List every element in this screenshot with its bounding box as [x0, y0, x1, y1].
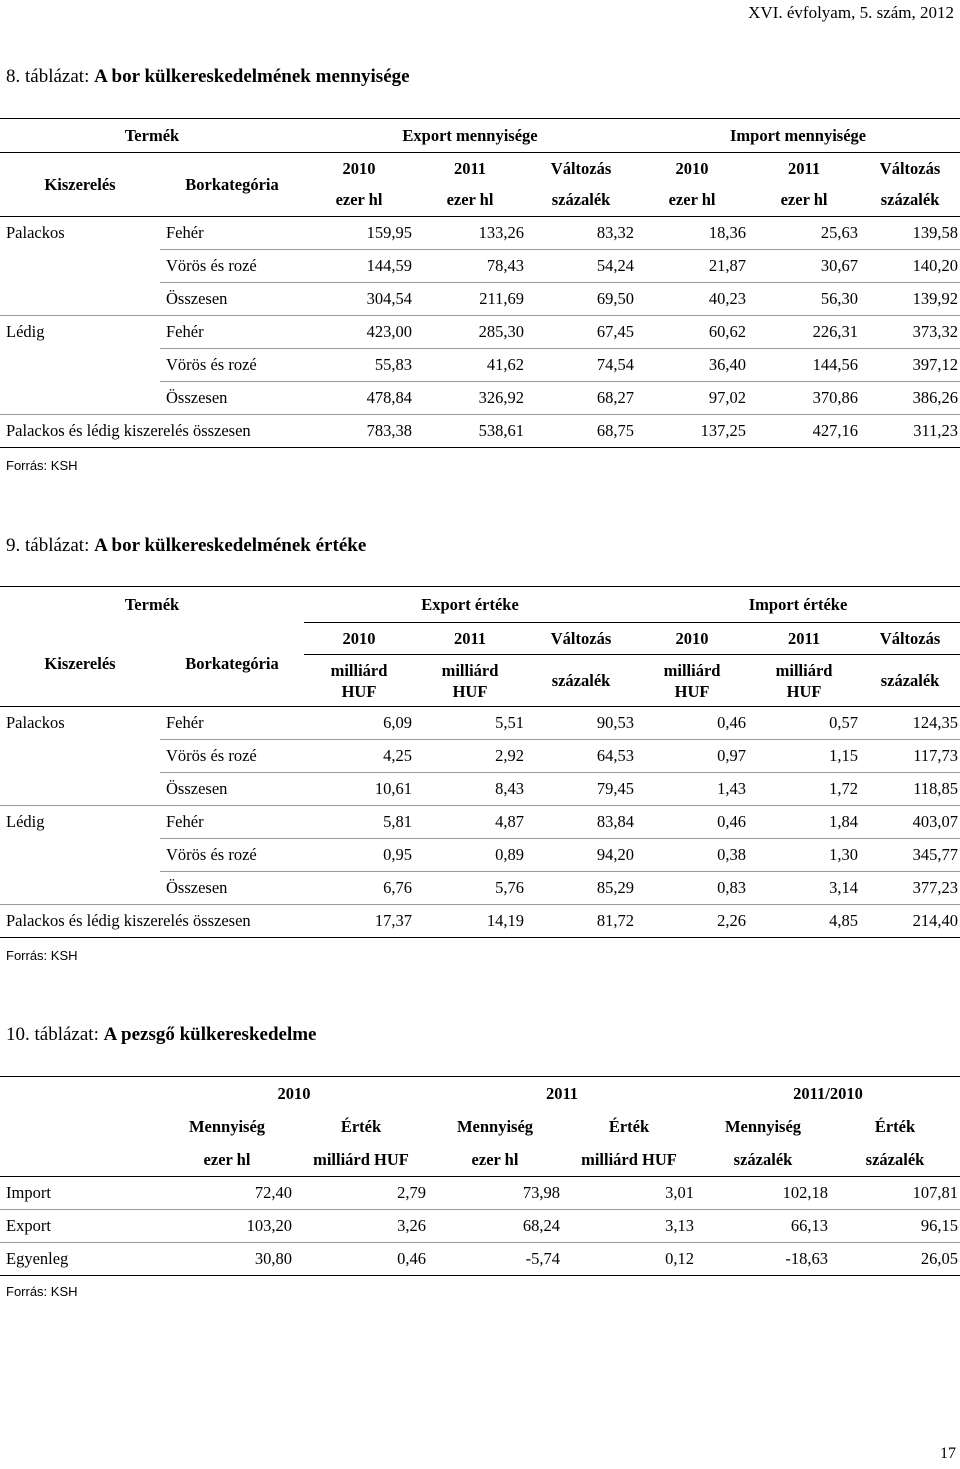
table10-corner	[0, 1077, 160, 1111]
table8-year: 2010	[636, 153, 748, 185]
table8-total-cell: 538,61	[414, 415, 526, 448]
table9-year: 2011	[748, 623, 860, 655]
value-cell: 30,67	[748, 250, 860, 283]
table8-unit: ezer hl	[414, 185, 526, 217]
borkategoria-cell: Összesen	[160, 872, 304, 905]
table8-total-row	[0, 415, 960, 448]
borkategoria-cell: Összesen	[160, 773, 304, 806]
table10-unit-empty	[0, 1144, 160, 1177]
table10-measure-empty	[0, 1111, 160, 1144]
table-row	[0, 217, 960, 250]
value-cell: 0,83	[636, 872, 748, 905]
kiszereles-cell	[0, 872, 160, 905]
value-cell: 285,30	[414, 316, 526, 349]
value-cell: 304,54	[304, 283, 414, 316]
table-row	[0, 872, 960, 905]
kiszereles-cell	[0, 250, 160, 283]
table9-caption	[6, 535, 366, 557]
value-cell: 326,92	[414, 382, 526, 415]
value-cell: 21,87	[636, 250, 748, 283]
table9-year: 2010	[636, 623, 748, 655]
table9-caption-title: A bor külkereskedelmének értéke	[94, 535, 367, 556]
table-row	[0, 707, 960, 740]
value-cell: 1,84	[748, 806, 860, 839]
table9-unit: százalék	[526, 655, 636, 707]
table10-measure: Mennyiség	[724, 1117, 802, 1136]
page-number: 17	[940, 1445, 956, 1462]
table8	[0, 118, 960, 448]
borkategoria-cell: Összesen	[160, 382, 304, 415]
value-cell: 144,59	[304, 250, 414, 283]
value-cell: 117,73	[860, 740, 960, 773]
value-cell: 0,38	[636, 839, 748, 872]
table9-year: Változás	[526, 623, 636, 655]
value-cell: 55,83	[304, 349, 414, 382]
table10-unit: milliárd HUF	[562, 1144, 696, 1177]
table9-unit-line1: milliárd	[775, 660, 833, 680]
kiszereles-cell: Lédig	[6, 812, 45, 832]
table9-total-cell: 4,85	[748, 905, 860, 938]
value-cell: 68,27	[526, 382, 636, 415]
table8-total-cell: 68,75	[526, 415, 636, 448]
table10-source: Forrás: KSH	[6, 1284, 78, 1299]
value-cell: 5,76	[414, 872, 526, 905]
value-cell: 133,26	[414, 217, 526, 250]
table9-body	[0, 707, 960, 905]
value-cell: 3,26	[294, 1210, 428, 1243]
table10-year: 2011	[428, 1077, 696, 1111]
value-cell: -18,63	[696, 1243, 830, 1276]
table8-body	[0, 217, 960, 415]
value-cell: 10,61	[304, 773, 414, 806]
value-cell: 0,46	[636, 707, 748, 740]
kiszereles-cell	[0, 839, 160, 872]
table10-measure: Érték	[874, 1117, 916, 1136]
table9-total-cell: 14,19	[414, 905, 526, 938]
value-cell: 345,77	[860, 839, 960, 872]
table8-total-cell: 783,38	[304, 415, 414, 448]
kiszereles-cell	[0, 382, 160, 415]
value-cell: 0,95	[304, 839, 414, 872]
value-cell: 159,95	[304, 217, 414, 250]
table8-year: Változás	[526, 153, 636, 185]
value-cell: 60,62	[636, 316, 748, 349]
value-cell: 0,12	[562, 1243, 696, 1276]
table10-unit: ezer hl	[160, 1144, 294, 1177]
value-cell: 423,00	[304, 316, 414, 349]
table9-unit	[414, 655, 526, 707]
value-cell: 66,13	[696, 1210, 830, 1243]
table9-total-cell: 214,40	[860, 905, 960, 938]
value-cell: 36,40	[636, 349, 748, 382]
table8-year: Változás	[860, 153, 960, 185]
table10	[0, 1076, 960, 1276]
table9-total-row	[0, 905, 960, 938]
value-cell: 2,79	[294, 1177, 428, 1210]
table9-unit	[304, 655, 414, 707]
value-cell: 74,54	[526, 349, 636, 382]
value-cell: 403,07	[860, 806, 960, 839]
value-cell: 90,53	[526, 707, 636, 740]
value-cell: 103,20	[160, 1210, 294, 1243]
value-cell: 478,84	[304, 382, 414, 415]
value-cell: 377,23	[860, 872, 960, 905]
table10-measure: Érték	[340, 1117, 382, 1136]
kiszereles-cell	[0, 773, 160, 806]
value-cell: 97,02	[636, 382, 748, 415]
value-cell: 83,32	[526, 217, 636, 250]
table8-unit: százalék	[860, 185, 960, 217]
value-cell: 8,43	[414, 773, 526, 806]
table9-total-cell: 2,26	[636, 905, 748, 938]
table-row	[0, 382, 960, 415]
table8-total-cell: 427,16	[748, 415, 860, 448]
kiszereles-cell: Lédig	[6, 322, 45, 342]
value-cell: 94,20	[526, 839, 636, 872]
borkategoria-cell: Összesen	[160, 283, 304, 316]
value-cell: 0,89	[414, 839, 526, 872]
value-cell: 0,97	[636, 740, 748, 773]
borkategoria-cell: Fehér	[160, 217, 304, 250]
value-cell: 41,62	[414, 349, 526, 382]
table8-group-import: Import mennyisége	[636, 119, 960, 153]
kiszereles-cell: Palackos	[6, 223, 65, 243]
value-cell: 139,92	[860, 283, 960, 316]
table8-caption-prefix: 8. táblázat:	[6, 66, 90, 87]
table9-unit-line2: HUF	[786, 681, 822, 701]
table9-total-cell: 17,37	[304, 905, 414, 938]
value-cell: 54,24	[526, 250, 636, 283]
value-cell: 73,98	[428, 1177, 562, 1210]
table8-unit: ezer hl	[304, 185, 414, 217]
value-cell: 1,30	[748, 839, 860, 872]
table9-unit	[748, 655, 860, 707]
borkategoria-cell: Vörös és rozé	[160, 349, 304, 382]
value-cell: 3,01	[562, 1177, 696, 1210]
table10-year: 2011/2010	[696, 1077, 960, 1111]
table-row	[0, 740, 960, 773]
value-cell: 78,43	[414, 250, 526, 283]
table10-caption-prefix: 10. táblázat:	[6, 1024, 99, 1045]
table-row	[0, 773, 960, 806]
table10-unit: százalék	[830, 1144, 960, 1177]
table9-total-cell: 81,72	[526, 905, 636, 938]
table-row	[0, 283, 960, 316]
row-label-cell: Egyenleg	[0, 1243, 160, 1276]
table8-total-cell: 311,23	[860, 415, 960, 448]
value-cell: 83,84	[526, 806, 636, 839]
value-cell: 144,56	[748, 349, 860, 382]
table9-total-label: Palackos és lédig kiszerelés összesen	[0, 905, 304, 938]
table9-year: 2010	[304, 623, 414, 655]
table-row	[0, 1177, 960, 1210]
value-cell: 140,20	[860, 250, 960, 283]
borkategoria-cell: Fehér	[160, 316, 304, 349]
value-cell: 139,58	[860, 217, 960, 250]
kiszereles-cell	[0, 349, 160, 382]
table8-total-label: Palackos és lédig kiszerelés összesen	[0, 415, 304, 448]
kiszereles-cell	[0, 740, 160, 773]
table8-group-export: Export mennyisége	[304, 119, 636, 153]
table8-caption-title: A bor külkereskedelmének mennyisége	[94, 66, 410, 87]
table10-body	[0, 1177, 960, 1276]
value-cell: 85,29	[526, 872, 636, 905]
table8-col-kiszereles: Kiszerelés	[0, 153, 160, 217]
table9-year: 2011	[414, 623, 526, 655]
value-cell: 5,51	[414, 707, 526, 740]
borkategoria-cell: Vörös és rozé	[160, 250, 304, 283]
value-cell: 397,12	[860, 349, 960, 382]
table9-unit: százalék	[860, 655, 960, 707]
borkategoria-cell: Fehér	[160, 707, 304, 740]
table-row	[0, 250, 960, 283]
borkategoria-cell: Fehér	[160, 806, 304, 839]
value-cell: 386,26	[860, 382, 960, 415]
table9-source: Forrás: KSH	[6, 948, 78, 963]
table9	[0, 586, 960, 938]
table9-unit-line2: HUF	[452, 681, 488, 701]
value-cell: 30,80	[160, 1243, 294, 1276]
borkategoria-cell: Vörös és rozé	[160, 740, 304, 773]
table9-year: Változás	[860, 623, 960, 655]
table9-group-product: Termék	[0, 587, 304, 623]
table8-caption	[6, 66, 410, 88]
table8-year: 2011	[414, 153, 526, 185]
value-cell: 64,53	[526, 740, 636, 773]
value-cell: 3,14	[748, 872, 860, 905]
table10-measure: Mennyiség	[188, 1117, 266, 1136]
value-cell: 107,81	[830, 1177, 960, 1210]
table8-unit: ezer hl	[748, 185, 860, 217]
table9-caption-prefix: 9. táblázat:	[6, 535, 90, 556]
table9-col-kiszereles: Kiszerelés	[0, 623, 160, 707]
value-cell: 67,45	[526, 316, 636, 349]
value-cell: 3,13	[562, 1210, 696, 1243]
table10-caption-title: A pezsgő külkereskedelme	[103, 1024, 317, 1045]
table8-year: 2011	[748, 153, 860, 185]
table9-group-import: Import értéke	[636, 587, 960, 623]
value-cell: 226,31	[748, 316, 860, 349]
row-label-cell: Import	[0, 1177, 160, 1210]
table8-col-borkategoria: Borkategória	[160, 153, 304, 217]
value-cell: 0,46	[636, 806, 748, 839]
value-cell: -5,74	[428, 1243, 562, 1276]
table10-year: 2010	[160, 1077, 428, 1111]
value-cell: 72,40	[160, 1177, 294, 1210]
value-cell: 96,15	[830, 1210, 960, 1243]
value-cell: 4,25	[304, 740, 414, 773]
value-cell: 79,45	[526, 773, 636, 806]
table9-unit-line1: milliárd	[663, 660, 721, 680]
value-cell: 25,63	[748, 217, 860, 250]
kiszereles-cell	[0, 283, 160, 316]
value-cell: 6,76	[304, 872, 414, 905]
value-cell: 56,30	[748, 283, 860, 316]
value-cell: 0,46	[294, 1243, 428, 1276]
value-cell: 124,35	[860, 707, 960, 740]
table9-unit-line1: milliárd	[330, 660, 388, 680]
value-cell: 18,36	[636, 217, 748, 250]
table10-unit: milliárd HUF	[294, 1144, 428, 1177]
table10-measure: Érték	[608, 1117, 650, 1136]
table9-unit-line2: HUF	[674, 681, 710, 701]
table8-unit: ezer hl	[636, 185, 748, 217]
kiszereles-cell: Palackos	[6, 713, 65, 733]
table9-col-borkategoria: Borkategória	[160, 623, 304, 707]
table8-year: 2010	[304, 153, 414, 185]
table-row	[0, 806, 960, 839]
value-cell: 6,09	[304, 707, 414, 740]
value-cell: 373,32	[860, 316, 960, 349]
running-header: XVI. évfolyam, 5. szám, 2012	[748, 3, 954, 22]
value-cell: 26,05	[830, 1243, 960, 1276]
table9-unit-line1: milliárd	[441, 660, 499, 680]
table9-group-export: Export értéke	[304, 587, 636, 623]
table-row	[0, 1210, 960, 1243]
table8-unit: százalék	[526, 185, 636, 217]
table-row	[0, 1243, 960, 1276]
value-cell: 5,81	[304, 806, 414, 839]
value-cell: 1,43	[636, 773, 748, 806]
table-row	[0, 839, 960, 872]
table8-group-product: Termék	[0, 119, 304, 153]
value-cell: 1,72	[748, 773, 860, 806]
table-row	[0, 349, 960, 382]
value-cell: 40,23	[636, 283, 748, 316]
table9-unit	[636, 655, 748, 707]
value-cell: 118,85	[860, 773, 960, 806]
value-cell: 68,24	[428, 1210, 562, 1243]
value-cell: 69,50	[526, 283, 636, 316]
value-cell: 211,69	[414, 283, 526, 316]
value-cell: 370,86	[748, 382, 860, 415]
value-cell: 2,92	[414, 740, 526, 773]
table10-unit: ezer hl	[428, 1144, 562, 1177]
borkategoria-cell: Vörös és rozé	[160, 839, 304, 872]
table10-caption	[6, 1024, 316, 1046]
value-cell: 102,18	[696, 1177, 830, 1210]
table9-unit-line2: HUF	[341, 681, 377, 701]
value-cell: 4,87	[414, 806, 526, 839]
table10-measure: Mennyiség	[456, 1117, 534, 1136]
table10-unit: százalék	[696, 1144, 830, 1177]
row-label-cell: Export	[0, 1210, 160, 1243]
table8-source: Forrás: KSH	[6, 458, 78, 473]
value-cell: 1,15	[748, 740, 860, 773]
table-row	[0, 316, 960, 349]
value-cell: 0,57	[748, 707, 860, 740]
table8-total-cell: 137,25	[636, 415, 748, 448]
